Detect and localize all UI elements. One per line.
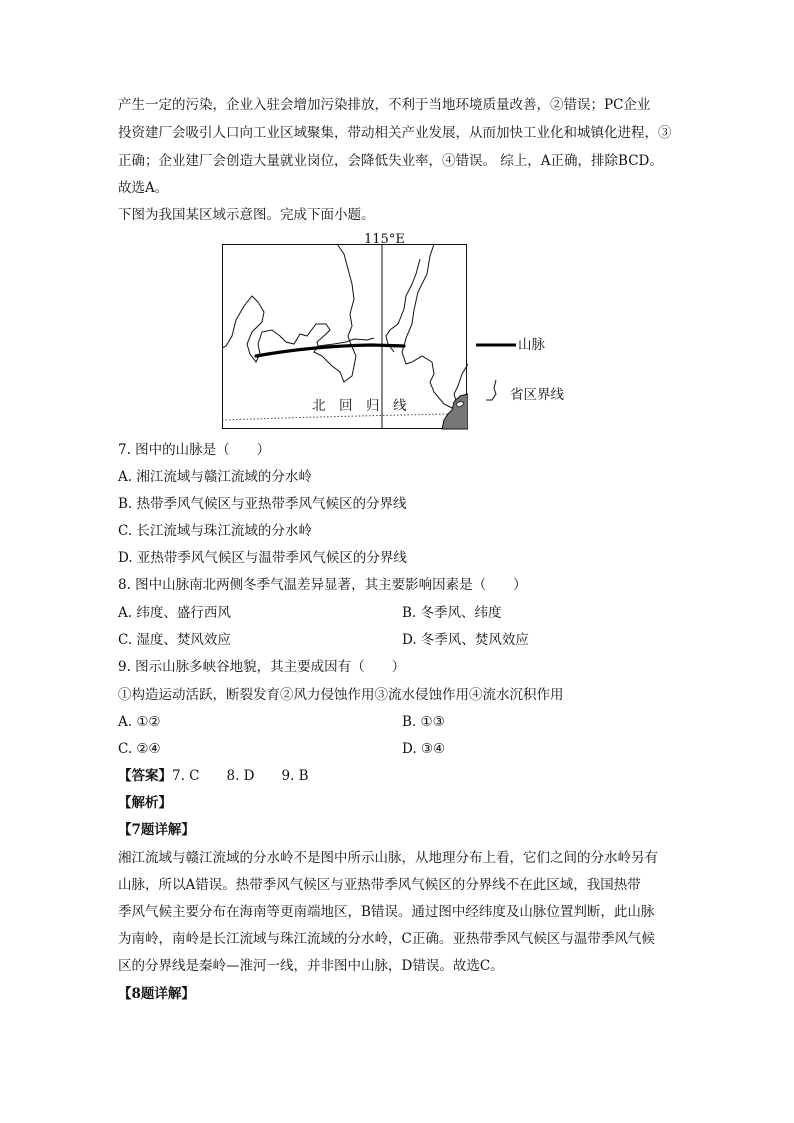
q9-option-a: A. ①② — [118, 714, 161, 730]
q8-option-d: D. 冬季风、焚风效应 — [402, 632, 529, 648]
q9-option-c: C. ②④ — [118, 741, 161, 757]
answer-text: 7. C 8. D 9. B — [172, 768, 309, 784]
detail7-line: 为南岭，南岭是长江流域与珠江流域的分水岭，C正确。亚热带季风气候区与温带季风气候 — [118, 931, 655, 947]
q8-option-b: B. 冬季风、纬度 — [402, 605, 502, 621]
analysis-label: 【解析】 — [118, 795, 172, 811]
region-map — [222, 232, 468, 430]
mountain-line-icon — [476, 338, 516, 352]
q9-sub: ①构造运动活跃，断裂发育②风力侵蚀作用③流水侵蚀作用④流水沉积作用 — [118, 687, 564, 703]
province-boundary-icon — [482, 378, 508, 404]
q8-option-a: A. 纬度、盛行西风 — [118, 605, 231, 621]
q9-option-b: B. ①③ — [402, 714, 445, 730]
paragraph-line: 投资建厂会吸引人口向工业区域聚集，带动相关产业发展，从而加快工业化和城镇化进程，③ — [118, 125, 672, 141]
detail7-label: 【7题详解】 — [118, 822, 195, 838]
detail7-line: 季风气候主要分布在海南等更南端地区，B错误。通过图中经纬度及山脉位置判断，此山脉 — [118, 904, 655, 920]
paragraph-line: 故选A。 — [118, 180, 169, 196]
q7-option-a: A. 湘江流域与赣江流域的分水岭 — [118, 469, 312, 485]
q8-stem: 8. 图中山脉南北两侧冬季气温差异显著，其主要影响因素是（ ） — [118, 577, 527, 593]
paragraph-line: 产生一定的污染，企业入驻会增加污染排放，不利于当地环境质量改善，②错误；PC企业 — [118, 97, 651, 113]
legend-mountain-label: 山脉 — [518, 337, 545, 353]
detail7-line: 山脉，所以A错误。热带季风气候区与亚热带季风气候区的分界线不在此区域，我国热带 — [118, 877, 641, 893]
answer-label: 【答案】 — [118, 768, 172, 784]
paragraph-line: 正确；企业建厂会创造大量就业岗位，会降低失业率，④错误。 综上，A正确，排除BCD。 — [118, 153, 663, 169]
tropic-label: 北 回 归 线 — [312, 398, 407, 414]
q7-stem: 7. 图中的山脉是（ ） — [118, 442, 271, 458]
intro-text: 下图为我国某区域示意图。完成下面小题。 — [118, 207, 375, 223]
q8-option-c: C. 湿度、焚风效应 — [118, 632, 231, 648]
q7-option-d: D. 亚热带季风气候区与温带季风气候区的分界线 — [118, 550, 407, 566]
q7-option-b: B. 热带季风气候区与亚热带季风气候区的分界线 — [118, 496, 407, 512]
legend-boundary-label: 省区界线 — [510, 387, 564, 403]
detail8-label: 【8题详解】 — [118, 986, 195, 1002]
answer-line — [118, 767, 309, 785]
detail7-line: 湘江流域与赣江流域的分水岭不是图中所示山脉，从地理分布上看，它们之间的分水岭另有 — [118, 850, 658, 866]
q9-option-d: D. ③④ — [402, 741, 446, 757]
detail7-line: 区的分界线是秦岭—淮河一线，并非图中山脉，D错误。故选C。 — [118, 958, 504, 974]
q9-stem: 9. 图示山脉多峡谷地貌，其主要成因有（ ） — [118, 659, 406, 675]
longitude-label: 115°E — [364, 232, 405, 247]
q7-option-c: C. 长江流域与珠江流域的分水岭 — [118, 523, 312, 539]
